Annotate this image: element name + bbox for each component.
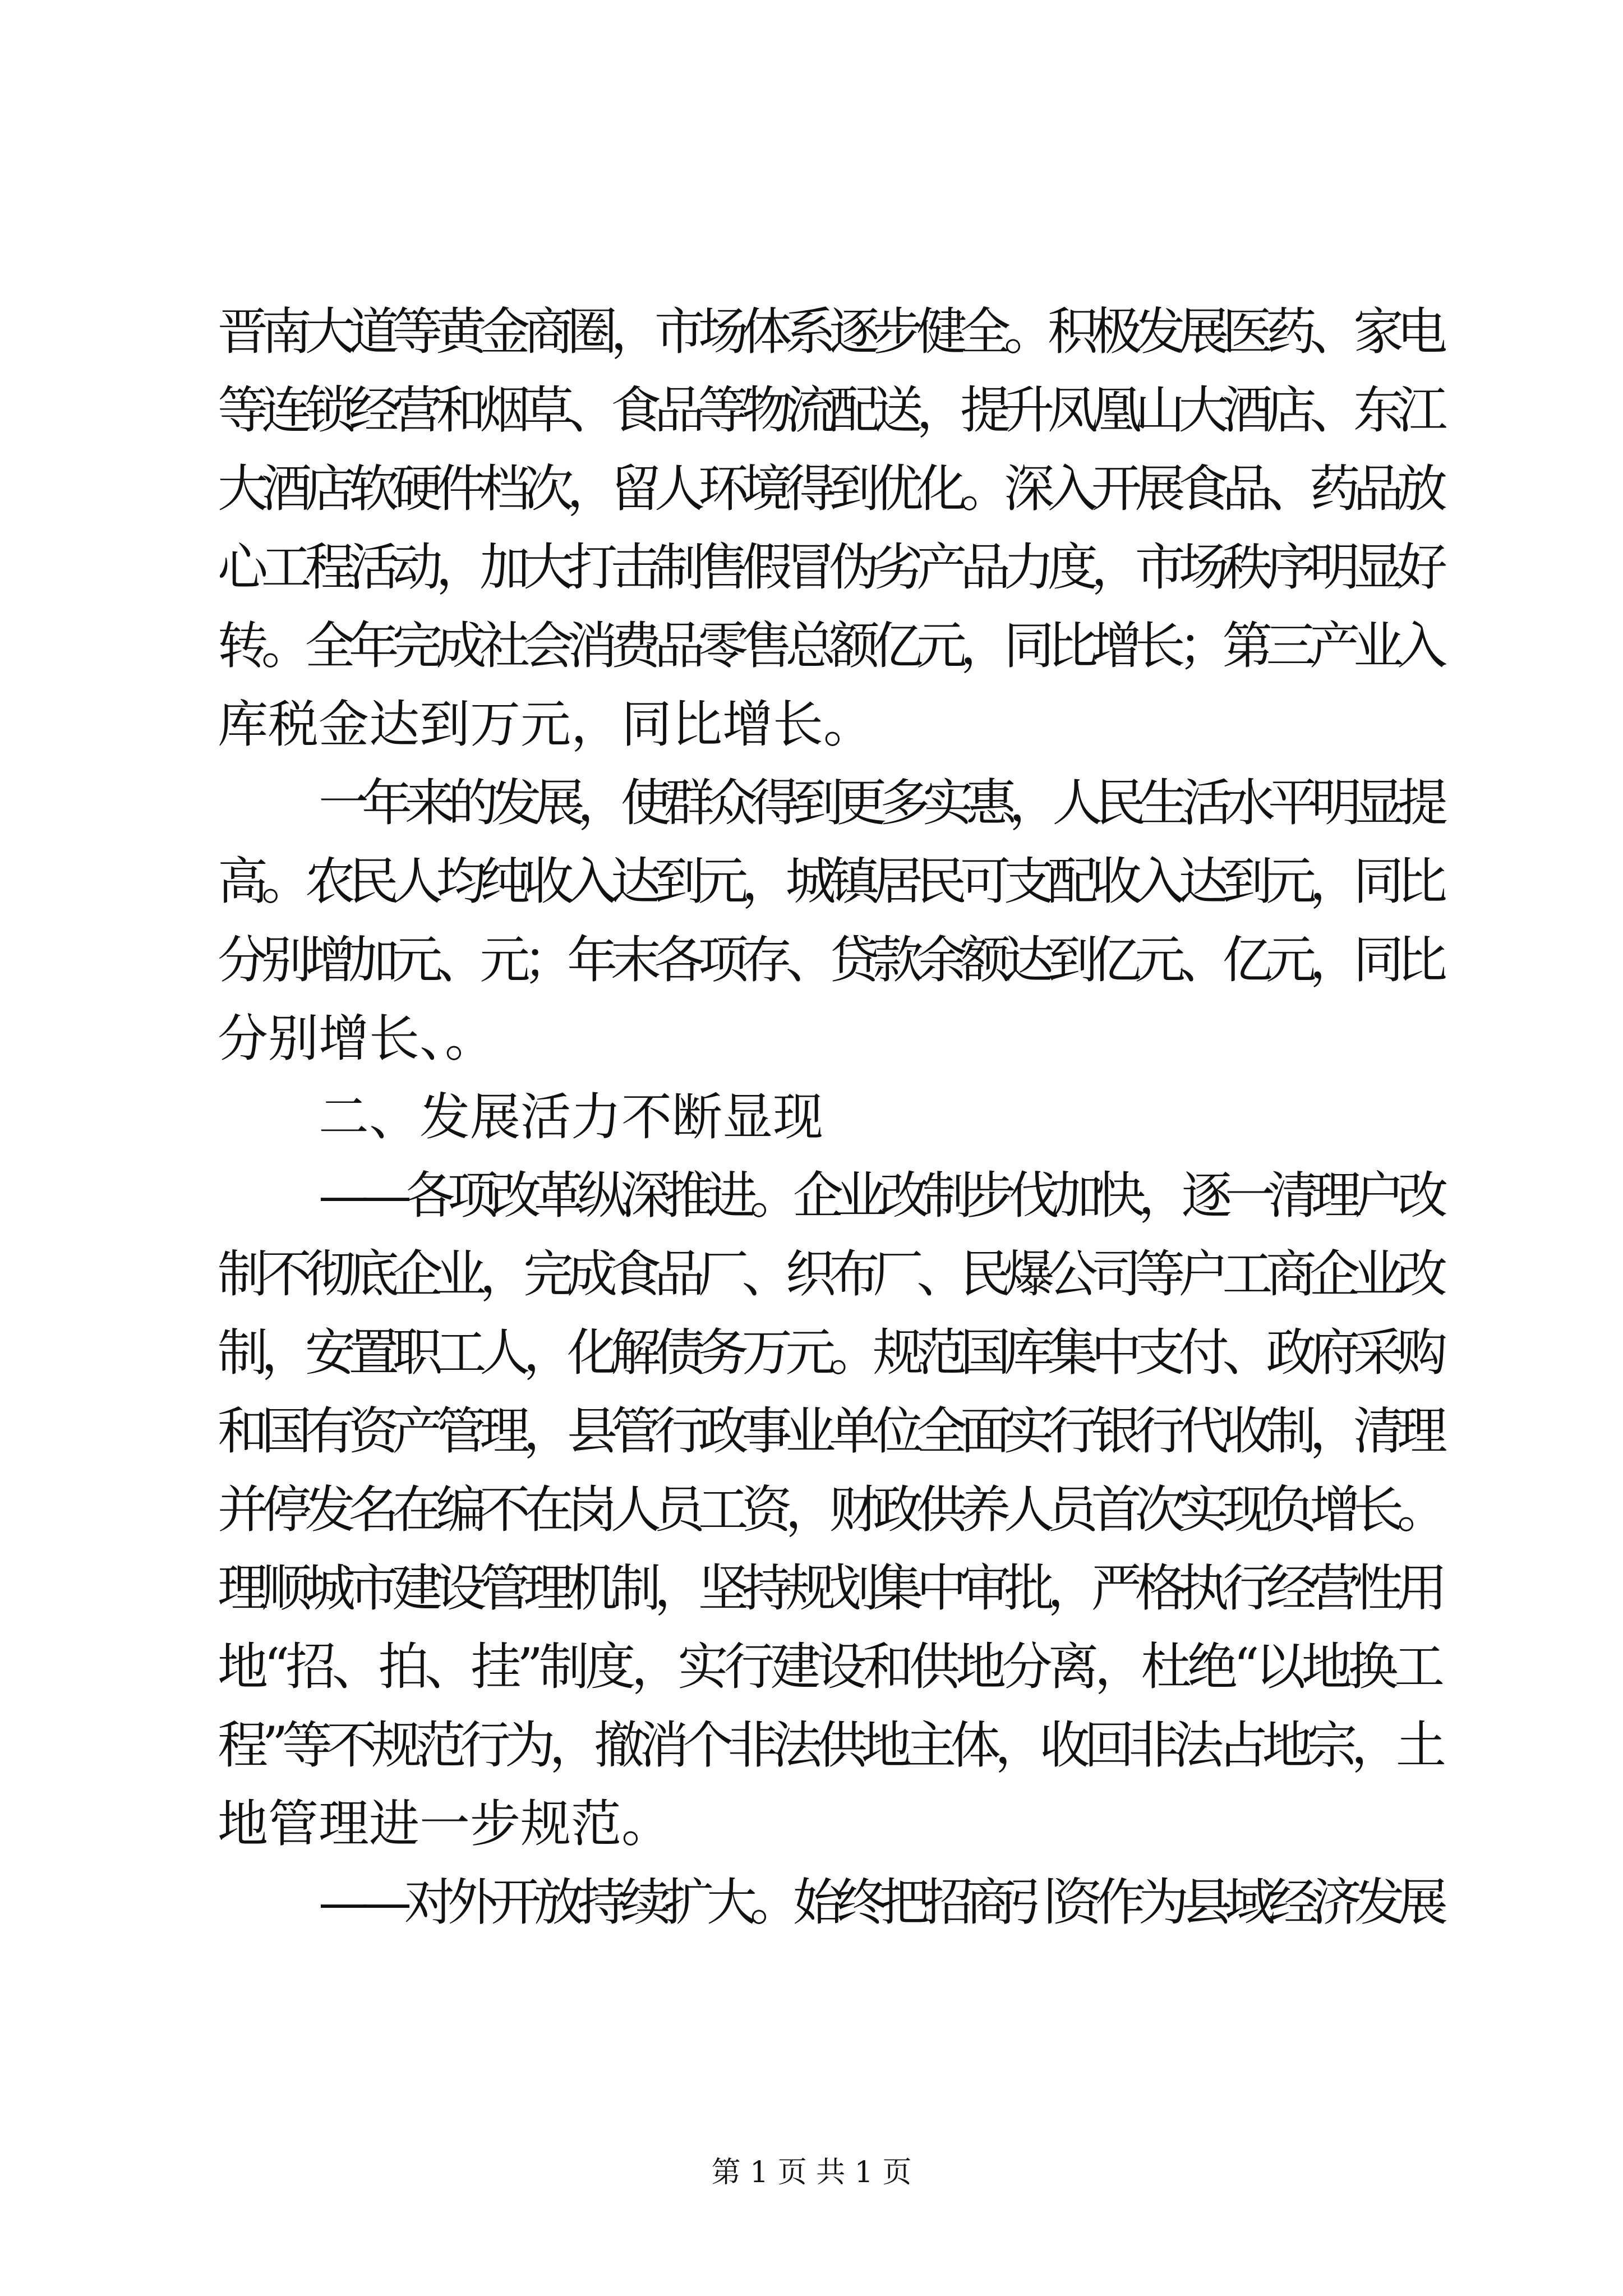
text-line: 分别增长、。 [218,1009,495,1068]
text-line: 理顺城市建设管理机制，坚持规划集中审批，严格执行经营性用 [218,1559,1440,1618]
text-line: 转。全年完成社会消费品零售总额亿元，同比增长；第三产业入 [218,616,1440,675]
text-line: 制，安置职工人，化解债务万元。规范国库集中支付、政府采购 [218,1323,1440,1382]
text-line: 一年来的发展，使群众得到更多实惠，人民生活水平明显提 [319,774,1440,832]
text-line: 晋南大道等黄金商圈，市场体系逐步健全。积极发展医药、家电 [218,302,1440,361]
page-footer: 第 1 页 共 1 页 [711,2156,912,2189]
text-line: 制不彻底企业，完成食品厂、织布厂、民爆公司等户工商企业改 [218,1245,1440,1304]
text-line: 和国有资产管理，县管行政事业单位全面实行银行代收制，清理 [218,1402,1440,1461]
text-line: ——各项改革纵深推进。企业改制步伐加快，逐一清理户改 [319,1166,1440,1225]
text-line: 等连锁经营和烟草、食品等物流配送，提升凤凰山大酒店、东江 [218,381,1440,440]
text-line: 程”等不规范行为，撤消个非法供地主体，收回非法占地宗，土 [218,1716,1440,1775]
text-line: 大酒店软硬件档次，留人环境得到优化。深入开展食品、药品放 [218,459,1440,518]
text-line: 地管理进一步规范。 [218,1795,672,1853]
text-line: 分别增加元、元；年末各项存、贷款余额达到亿元、亿元，同比 [218,931,1440,990]
text-line: 地“招、拍、挂”制度，实行建设和供地分离，杜绝“以地换工 [218,1637,1440,1696]
text-line: 高。农民人均纯收入达到元，城镇居民可支配收入达到元，同比 [218,852,1440,911]
text-line: 心工程活动，加大打击制售假冒伪劣产品力度，市场秩序明显好 [218,538,1440,597]
text-line: 库税金达到万元，同比增长。 [218,695,874,754]
document-body [218,293,1440,1942]
text-line: 二、发展活力不断显现 [319,1088,823,1147]
text-line: ——对外开放持续扩大。始终把招商引资作为县域经济发展 [319,1873,1440,1932]
text-line: 并停发名在编不在岗人员工资，财政供养人员首次实现负增长。 [218,1480,1440,1539]
